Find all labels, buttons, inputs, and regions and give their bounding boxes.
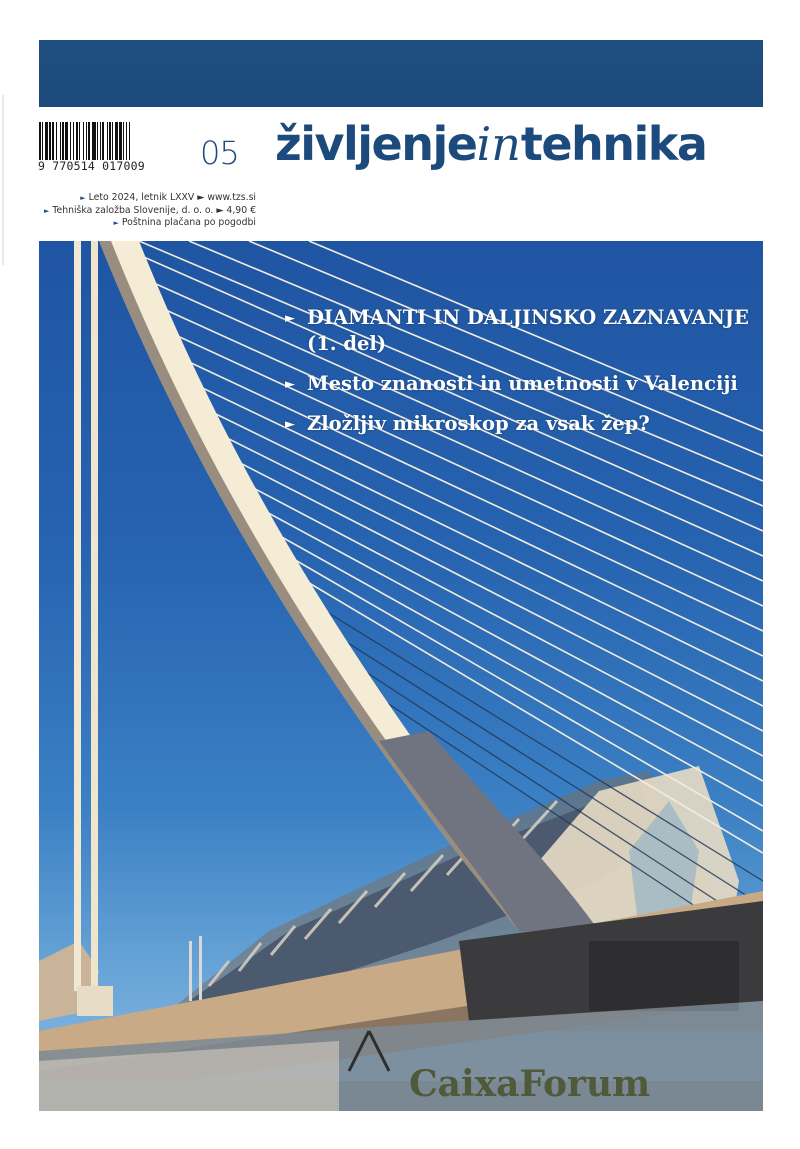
triangle-bullet-icon: ►	[113, 219, 119, 227]
triangle-bullet-icon: ►	[285, 417, 295, 432]
triangle-bullet-icon: ►	[285, 377, 295, 392]
triangle-bullet-icon: ►	[285, 311, 295, 326]
triangle-bullet-icon: ►	[44, 206, 50, 215]
barcode-digits: 9 770514 017009	[38, 159, 145, 173]
cover-headlines	[285, 305, 749, 451]
logo-part-tehnika: tehnika	[520, 117, 707, 171]
meta-line-year: ► Leto 2024, letnik LXXV ► www.tzs.si	[80, 192, 256, 203]
logo-part-in: in	[476, 117, 521, 171]
issue-number: 05	[200, 134, 239, 172]
barcode	[39, 122, 163, 160]
magazine-logo	[275, 117, 706, 171]
publication-info	[44, 192, 256, 230]
triangle-bullet-icon: ►	[80, 194, 86, 202]
page-edge-mark	[2, 95, 4, 265]
logo-part-zivljenje: življenje	[275, 117, 477, 171]
headline-valencia[interactable]: ► Mesto znanosti in umetnosti v Valenciji	[285, 371, 749, 397]
headline-microscope[interactable]: ► Zložljiv mikroskop za vsak žep?	[285, 411, 749, 437]
caixaforum-sign: CaixaForum	[409, 1063, 651, 1105]
meta-line-publisher: ► Tehniška založba Slovenije, d. o. o. ► 4,90 €	[44, 204, 256, 216]
header-band	[39, 40, 763, 107]
meta-line-postage: ► Poštnina plačana po pogodbi	[113, 217, 256, 228]
headline-diamonds[interactable]: ► DIAMANTI IN DALJINSKO ZAZNAVANJE (1. del)	[285, 306, 749, 355]
